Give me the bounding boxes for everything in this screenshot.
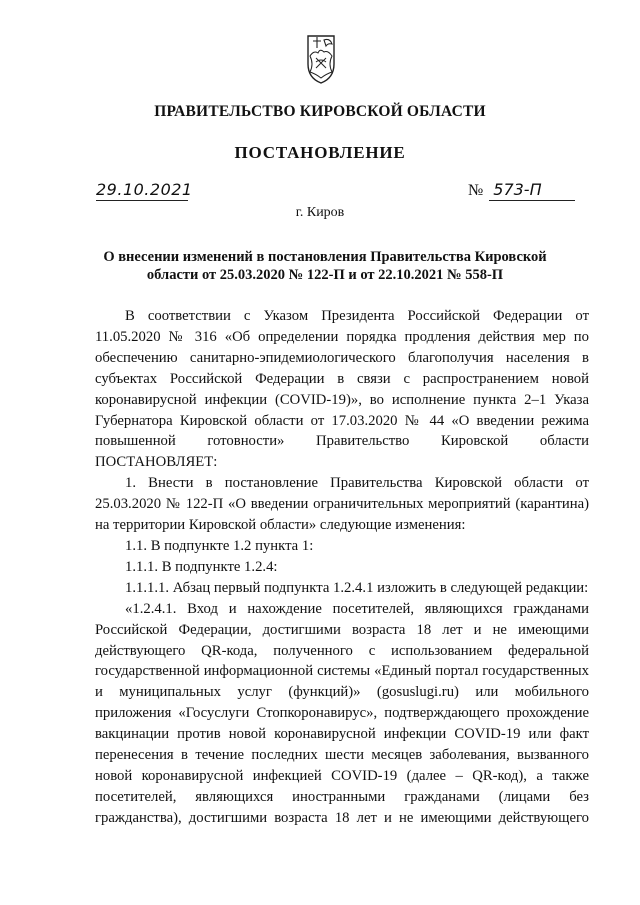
- paragraph-item-1-1: 1.1. В подпункте 1.2 пункта 1:: [125, 537, 314, 554]
- organization-name: ПРАВИТЕЛЬСТВО КИРОВСКОЙ ОБЛАСТИ: [154, 103, 486, 120]
- number-value: 573-П: [489, 180, 575, 201]
- coat-of-arms-emblem: [302, 34, 340, 84]
- number-sign: №: [468, 182, 484, 199]
- paragraph-item-1-1-1: 1.1.1. В подпункте 1.2.4:: [125, 558, 278, 575]
- paragraph-item-1: 1. Внести в постановление Правительства Кировской области от 25.03.2020 № 122-П «О введении ограничительных мероприятий (карантина) на территории Кировской области» следующие изменения:: [95, 475, 589, 534]
- paragraph-item-1-1-1-1: 1.1.1.1. Абзац первый подпункта 1.2.4.1 изложить в следующей редакции:: [125, 579, 589, 596]
- document-body: [95, 306, 589, 829]
- document-number: [468, 180, 575, 201]
- paragraph-quoted-1-2-4-1: «1.2.4.1. Вход и нахождение посетителей, являющихся гражданами Российской Федерации, достигшими возраста 18 лет и не имеющими действующего QR-кода, полученного с использованием федеральной государственной информационной системы «Единый портал государственных и муниципальных услуг (функций)» (gosuslugi.ru) или мобильного приложения «Госуслуги Стопкоронавирус», подтверждающего прохождение вакцинации против новой коронавирусной инфекции COVID-19 или факт перенесения в течение последних шести месяцев заболевания, вызванного новой коронавирусной инфекцией COVID-19 (далее – QR-код), а также посетителей, являющихся иностранными гражданами (лицами без гражданства), достигшими возраста 18 лет и не имеющими действующего: [95, 600, 589, 826]
- document-title: О внесении изменений в постановления Правительства Кировской области от 25.03.2020 № 122-П и от 22.10.2021 № 558-П: [103, 249, 547, 283]
- document-date: 29.10.2021: [96, 180, 193, 199]
- document-type: ПОСТАНОВЛЕНИЕ: [234, 143, 406, 162]
- city: г. Киров: [295, 205, 345, 220]
- paragraph-preamble: В соответствии с Указом Президента Российской Федерации от 11.05.2020 № 316 «Об определении порядка продления действия мер по обеспечению санитарно-эпидемиологического благополучия населения в субъектах Российской Федерации в связи с распространением новой коронавирусной инфекции (COVID-19)», во исполнение пункта 2–1 Указа Губернатора Кировской области от 17.03.2020 № 44 «О введении режима повышенной готовности» Правительство Кировской области ПОСТАНОВЛЯЕТ:: [95, 308, 589, 471]
